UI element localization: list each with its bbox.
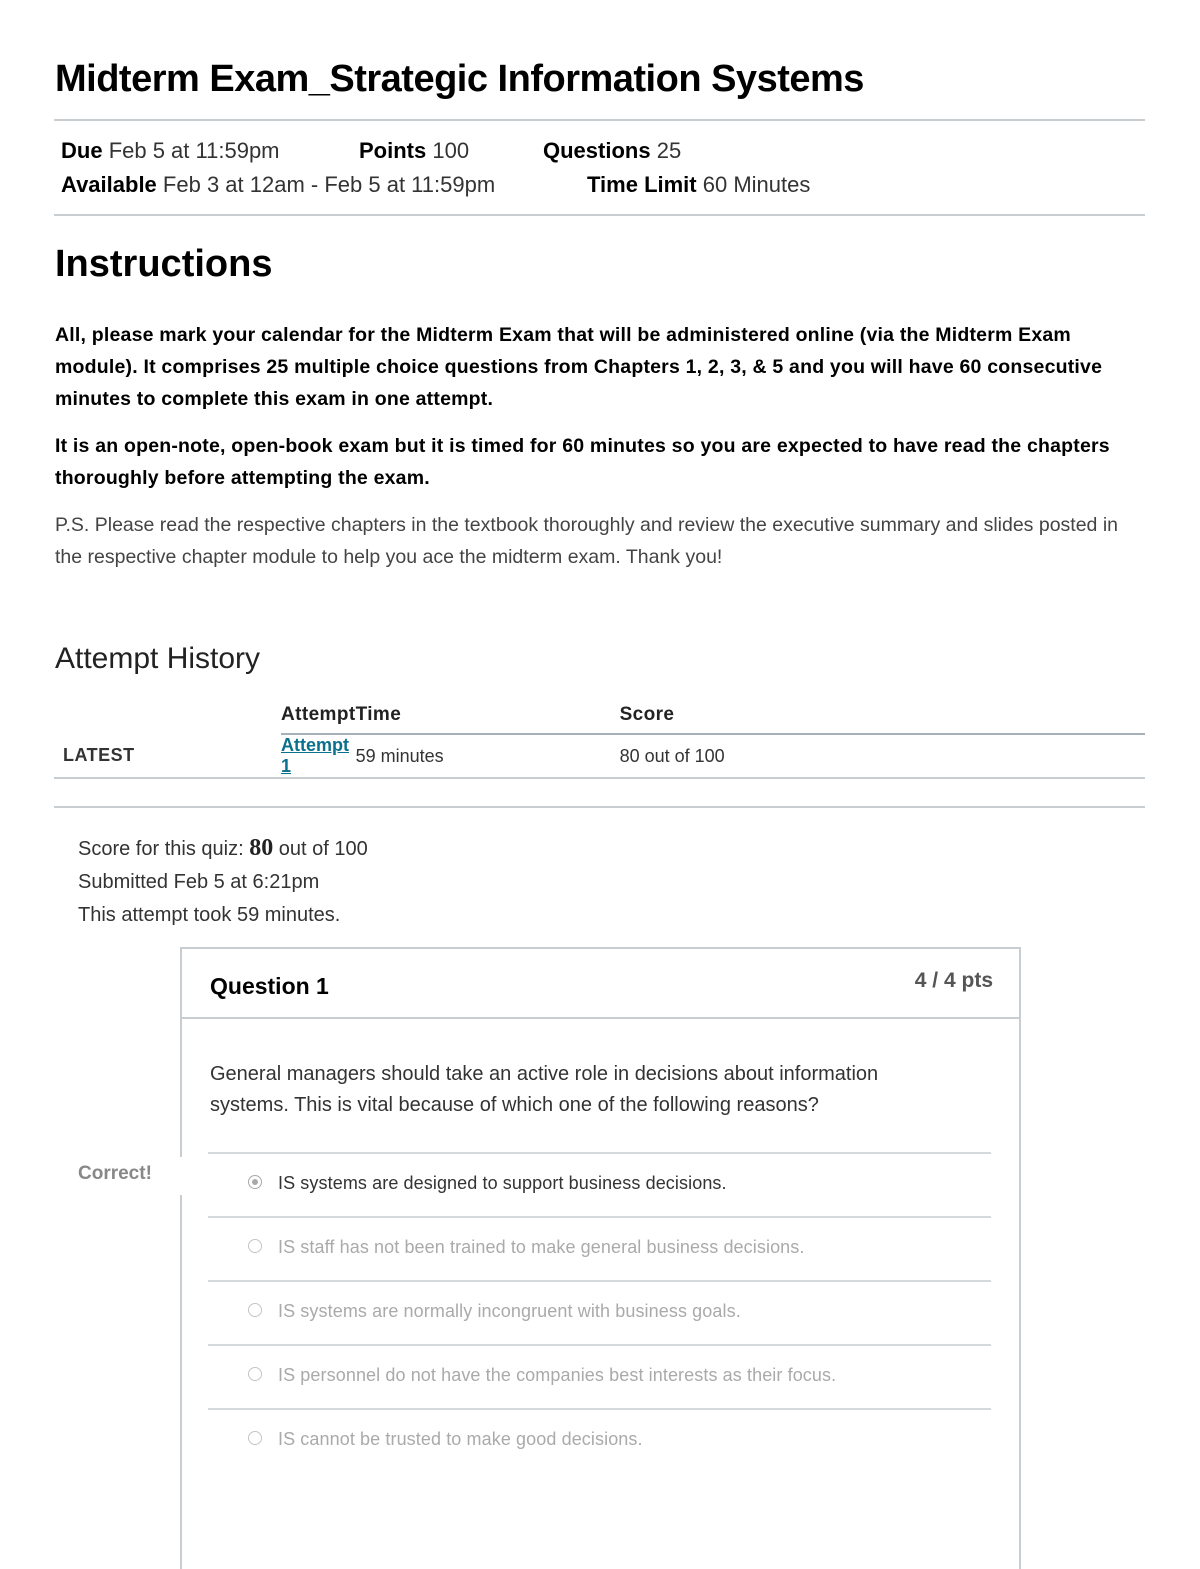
score-value: 80 bbox=[249, 835, 274, 861]
score-suffix: out of 100 bbox=[278, 838, 368, 860]
column-header-score: Score bbox=[620, 697, 1145, 734]
time-limit-label: Time Limit bbox=[587, 172, 697, 197]
correct-answer-tag: Correct! bbox=[78, 1163, 152, 1184]
answer-label: IS systems are designed to support business decisions. bbox=[278, 1173, 727, 1193]
radio-unselected-icon[interactable] bbox=[248, 1303, 262, 1317]
answer-label: IS staff has not been trained to make general business decisions. bbox=[278, 1237, 805, 1257]
questions-detail bbox=[543, 138, 681, 164]
instructions-paragraph-2: It is an open-note, open-book exam but it is timed for 60 minutes so you are expected to have read the chapters thoroughly before attempting the exam. bbox=[55, 435, 1110, 489]
answer-label: IS cannot be trusted to make good decisions. bbox=[278, 1429, 643, 1449]
attempt-divider bbox=[54, 806, 1145, 808]
attempt-history-heading: Attempt History bbox=[55, 642, 261, 675]
time-cell: 59 minutes bbox=[356, 734, 620, 778]
answer-label: IS personnel do not have the companies best interests as their focus. bbox=[278, 1365, 837, 1385]
submitted-time: Submitted Feb 5 at 6:21pm bbox=[78, 871, 320, 893]
quiz-score-line bbox=[78, 835, 368, 862]
title-divider bbox=[54, 119, 1145, 121]
radio-selected-icon[interactable] bbox=[248, 1175, 262, 1189]
answer-option bbox=[208, 1216, 991, 1280]
time-limit-value: 60 Minutes bbox=[702, 172, 811, 197]
points-label: Points bbox=[359, 138, 427, 163]
column-header-blank bbox=[54, 697, 281, 734]
latest-tag: LATEST bbox=[54, 734, 281, 778]
available-label: Available bbox=[61, 172, 157, 197]
available-detail bbox=[61, 172, 495, 198]
instructions-paragraph-3: P.S. Please read the respective chapters in the textbook thoroughly and review the executive summary and slides posted in the respective chapter module to help you ace the midterm exam. Thank you! bbox=[55, 514, 1118, 568]
correct-marker-gap bbox=[178, 1157, 184, 1195]
radio-unselected-icon[interactable] bbox=[248, 1431, 262, 1445]
details-divider bbox=[54, 214, 1145, 216]
due-label: Due bbox=[61, 138, 103, 163]
answer-option bbox=[208, 1344, 991, 1408]
question-text: General managers should take an active role in decisions about information systems. This is vital because of which one of the following reasons? bbox=[210, 1063, 879, 1116]
answer-list bbox=[208, 1152, 991, 1472]
column-header-time: Time bbox=[356, 697, 620, 734]
table-header-row bbox=[54, 697, 1145, 734]
answer-option bbox=[208, 1408, 991, 1472]
time-limit-detail bbox=[587, 172, 810, 198]
radio-unselected-icon[interactable] bbox=[248, 1239, 262, 1253]
due-detail bbox=[61, 138, 280, 164]
page-title: Midterm Exam_Strategic Information Systems bbox=[55, 58, 864, 100]
question-points: 4 / 4 pts bbox=[914, 969, 993, 992]
question-title: Question 1 bbox=[210, 973, 329, 999]
points-value: 100 bbox=[432, 138, 470, 163]
table-row bbox=[54, 734, 1145, 778]
instructions-heading: Instructions bbox=[55, 243, 273, 285]
question-header bbox=[182, 949, 1019, 1019]
answer-option bbox=[208, 1280, 991, 1344]
answer-label: IS systems are normally incongruent with business goals. bbox=[278, 1301, 741, 1321]
answer-option bbox=[208, 1152, 991, 1216]
column-header-attempt: Attempt bbox=[281, 697, 356, 734]
questions-value: 25 bbox=[656, 138, 682, 163]
attempt-1-link[interactable]: Attempt 1 bbox=[281, 735, 349, 776]
attempt-cell bbox=[281, 734, 356, 778]
score-prefix: Score for this quiz: bbox=[78, 838, 244, 860]
score-cell: 80 out of 100 bbox=[620, 734, 1145, 778]
available-value: Feb 3 at 12am - Feb 5 at 11:59pm bbox=[162, 172, 496, 197]
due-value: Feb 5 at 11:59pm bbox=[108, 138, 280, 163]
radio-unselected-icon[interactable] bbox=[248, 1367, 262, 1381]
points-detail bbox=[359, 138, 469, 164]
attempt-duration: This attempt took 59 minutes. bbox=[78, 904, 341, 926]
question-card bbox=[180, 947, 1021, 1569]
questions-label: Questions bbox=[543, 138, 651, 163]
instructions-paragraph-1: All, please mark your calendar for the Midterm Exam that will be administered online (via the Midterm Exam module). It comprises 25 multiple choice questions from Chapters 1, 2, 3, & 5 and you will have 60 consecutive minutes to complete this exam in one attempt. bbox=[55, 324, 1103, 410]
attempt-history-table bbox=[54, 697, 1145, 779]
